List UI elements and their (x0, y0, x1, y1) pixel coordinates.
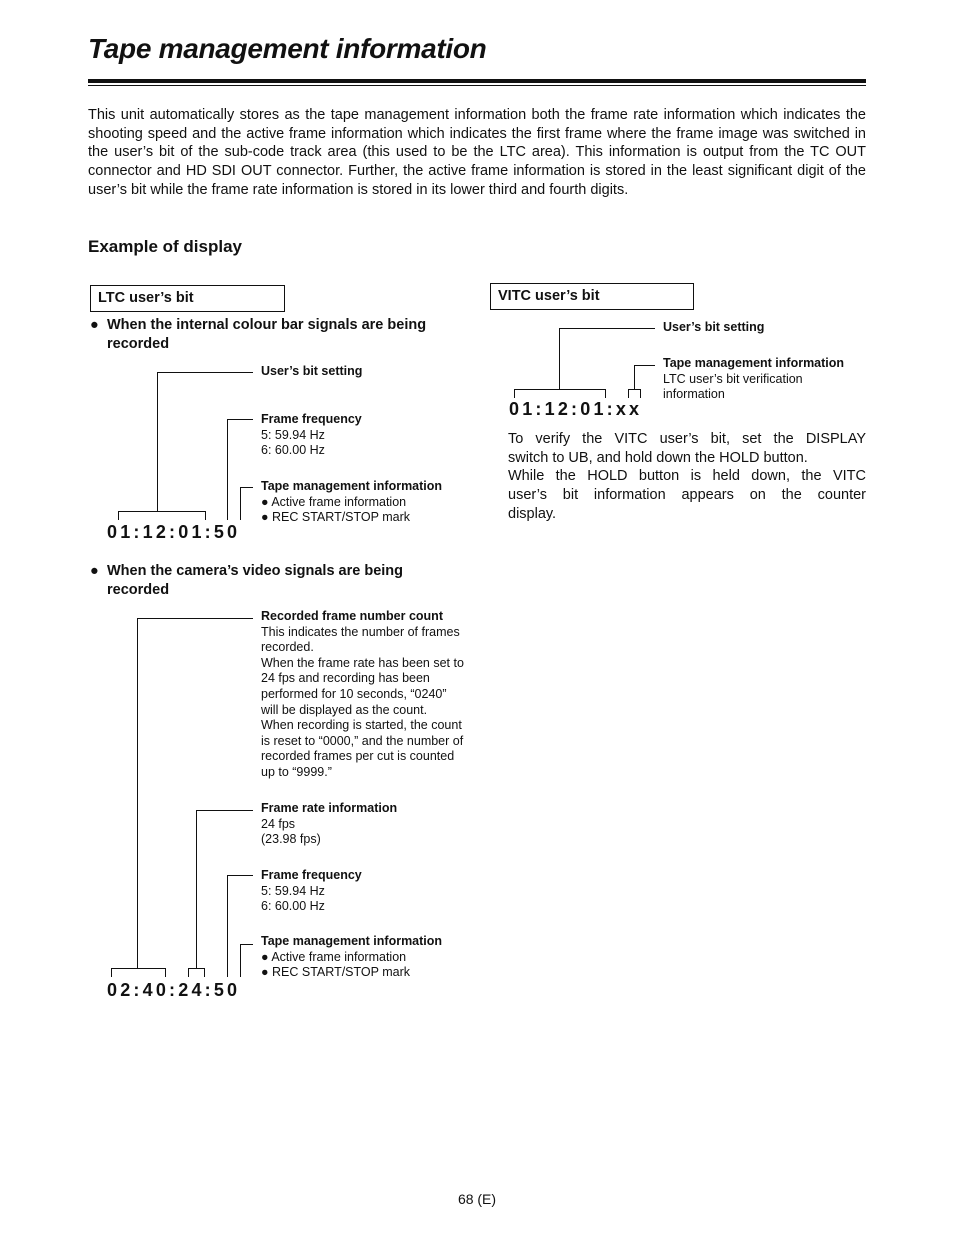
vitc-tmi-caption (663, 356, 844, 403)
caption-line: will be displayed as the count. (261, 702, 428, 717)
ex2-bracket-tick (111, 968, 112, 977)
vitc-para-line: To verify the VITC user’s bit, set the DISPLAY (508, 431, 866, 447)
ex2-bracket-tick (165, 968, 166, 977)
bullet-text-line1: When the internal colour bar signals are being (107, 317, 427, 333)
vitc-para-line: switch to UB, and hold down the HOLD button. (508, 449, 808, 466)
ex1-usersbit-bracket (118, 511, 206, 512)
intro-paragraph: This unit automatically stores as the tape management information both the frame rate information which indicates the shooting speed and the active frame information which indicates the first frame where the frame image was switched in the user’s bit of the sub-code track area (this used to be the LTC area). This information is output from the TC OUT connector and HD SDI OUT connector. Further, the active frame information is stored in the least significant digit of the user’s bit while the frame rate information is stored in its lower third and fourth digits. (88, 107, 866, 198)
ex2-rec-bracket (111, 968, 166, 969)
caption-line: 5: 59.94 Hz (261, 427, 325, 442)
caption-line: LTC user’s bit verification (663, 371, 803, 386)
bullet-text-line2: recorded (107, 335, 170, 352)
caption-line: When recording is started, the count (261, 718, 462, 733)
caption-line: When the frame rate has been set to (261, 655, 464, 670)
ex2-rate-caption (261, 801, 397, 848)
caption-line: 6: 60.00 Hz (261, 899, 325, 914)
caption-line: 6: 60.00 Hz (261, 443, 325, 458)
ex2-tmi-caption (261, 934, 442, 981)
caption-title: Recorded frame number count (261, 609, 443, 623)
caption-line: is reset to “0000,” and the number of (261, 733, 464, 748)
ex1-usersbit-leader (157, 372, 253, 373)
ex1-timecode: 01:12:01:50 (107, 522, 241, 542)
caption-line: ● Active frame information (261, 949, 407, 964)
vitc-tmi-connector (634, 365, 635, 390)
caption-line: ● Active frame information (261, 494, 407, 509)
caption-title: User’s bit setting (261, 364, 363, 378)
vitc-bracket-tick (640, 389, 641, 398)
caption-title: Frame frequency (261, 412, 362, 426)
caption-line: This indicates the number of frames (261, 624, 460, 639)
ex2-rec-leader (137, 618, 253, 619)
caption-line: 24 fps and recording has been (261, 671, 430, 686)
bullet-icon: ● (90, 563, 99, 579)
caption-title: Frame rate information (261, 801, 398, 815)
caption-title: Frame frequency (261, 868, 362, 882)
ltc-bullet-video-signals (90, 562, 470, 600)
ex2-rate-bracket (188, 968, 205, 969)
vitc-usersbit-leader (559, 328, 655, 329)
title-rule-thick (88, 79, 866, 83)
vitc-tmi-leader (634, 365, 655, 366)
ex2-rate-leader (196, 810, 253, 811)
ex1-tmi-leader (240, 487, 253, 488)
bullet-text-line1: When the camera’s video signals are being (107, 563, 404, 579)
ex1-usersbit-caption (261, 364, 362, 380)
ex2-rec-caption (261, 609, 464, 781)
caption-line: recorded frames per cut is counted (261, 749, 455, 764)
ex2-tmi-leader (240, 944, 253, 945)
caption-title: Tape management information (261, 934, 443, 948)
caption-line: (23.98 fps) (261, 832, 321, 847)
ex2-tmi-connector (240, 944, 241, 977)
ex2-rec-connector (137, 618, 138, 969)
vitc-timecode: 01:12:01:xx (509, 399, 643, 419)
caption-line: information (663, 387, 725, 402)
caption-line: recorded. (261, 640, 314, 655)
ex2-timecode: 02:40:24:50 (107, 980, 241, 1000)
ex1-freq-caption (261, 412, 362, 459)
caption-title: Tape management information (261, 479, 443, 493)
ex1-bracket-tick (205, 511, 206, 520)
vitc-bracket-tick (628, 389, 629, 398)
title-rule-thin (88, 85, 866, 86)
vitc-bracket-tick (514, 389, 515, 398)
caption-line: 5: 59.94 Hz (261, 883, 325, 898)
ltc-bullet-colour-bars (90, 316, 470, 354)
ex1-tmi-caption (261, 479, 442, 526)
ex2-rate-connector (196, 810, 197, 969)
caption-line: 24 fps (261, 816, 296, 831)
caption-line: ● REC START/STOP mark (261, 965, 411, 980)
ex1-usersbit-connector (157, 372, 158, 512)
vitc-box-label: VITC user’s bit (490, 283, 694, 310)
ex1-bracket-tick (118, 511, 119, 520)
vitc-usersbit-connector (559, 328, 560, 390)
vitc-bracket-tick (605, 389, 606, 398)
ex2-freq-leader (227, 875, 253, 876)
bullet-text-line2: recorded (107, 581, 170, 598)
vitc-para-line: While the HOLD button is held down, the VITC (508, 468, 866, 485)
ltc-box-label: LTC user’s bit (90, 285, 285, 312)
ex2-bracket-tick (188, 968, 189, 977)
caption-line: ● REC START/STOP mark (261, 510, 411, 525)
ex1-freq-connector (227, 419, 228, 520)
page-title: Tape management information (88, 33, 487, 64)
ex2-freq-connector (227, 875, 228, 977)
ex2-bracket-tick (204, 968, 205, 977)
ex1-tmi-connector (240, 487, 241, 520)
caption-title: Tape management information (663, 356, 845, 370)
bullet-icon: ● (90, 317, 99, 333)
caption-title: User’s bit setting (663, 320, 765, 334)
page-number: 68 (E) (457, 1191, 497, 1207)
vitc-usersbit-caption (663, 320, 764, 336)
vitc-usersbit-bracket (514, 389, 606, 390)
vitc-para-line: user’s bit information appears on the counter (508, 487, 866, 504)
example-heading: Example of display (88, 237, 242, 256)
vitc-para-line: display. (508, 505, 557, 522)
vitc-instructions (508, 430, 866, 524)
caption-line: performed for 10 seconds, “0240” (261, 686, 447, 701)
ex2-freq-caption (261, 868, 362, 915)
caption-line: up to “9999.” (261, 764, 332, 779)
ex1-freq-leader (227, 419, 253, 420)
